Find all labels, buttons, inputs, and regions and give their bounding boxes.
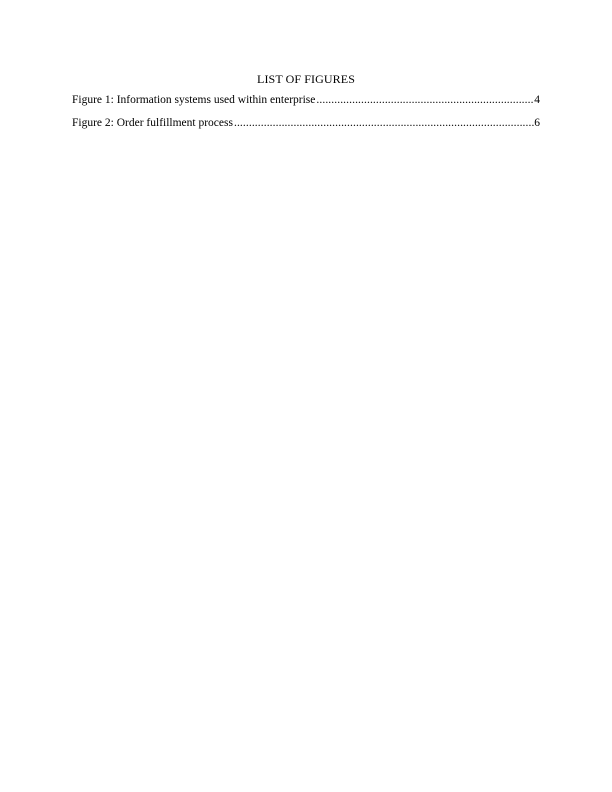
- figure-entry-2[interactable]: [72, 116, 540, 130]
- figure-entry-page-number: 6: [534, 116, 540, 129]
- dot-leader: [234, 116, 534, 130]
- figure-entry-label: Figure 1: Information systems used within enterprise: [72, 94, 316, 106]
- figure-entry-1[interactable]: [72, 93, 540, 107]
- figure-entry-label: Figure 2: Order fulfillment process: [72, 116, 233, 129]
- dot-leader: [316, 93, 534, 107]
- figure-entry-page-number: 4: [534, 94, 540, 106]
- list-of-figures: [72, 93, 540, 138]
- list-of-figures-title: LIST OF FIGURES: [257, 72, 355, 86]
